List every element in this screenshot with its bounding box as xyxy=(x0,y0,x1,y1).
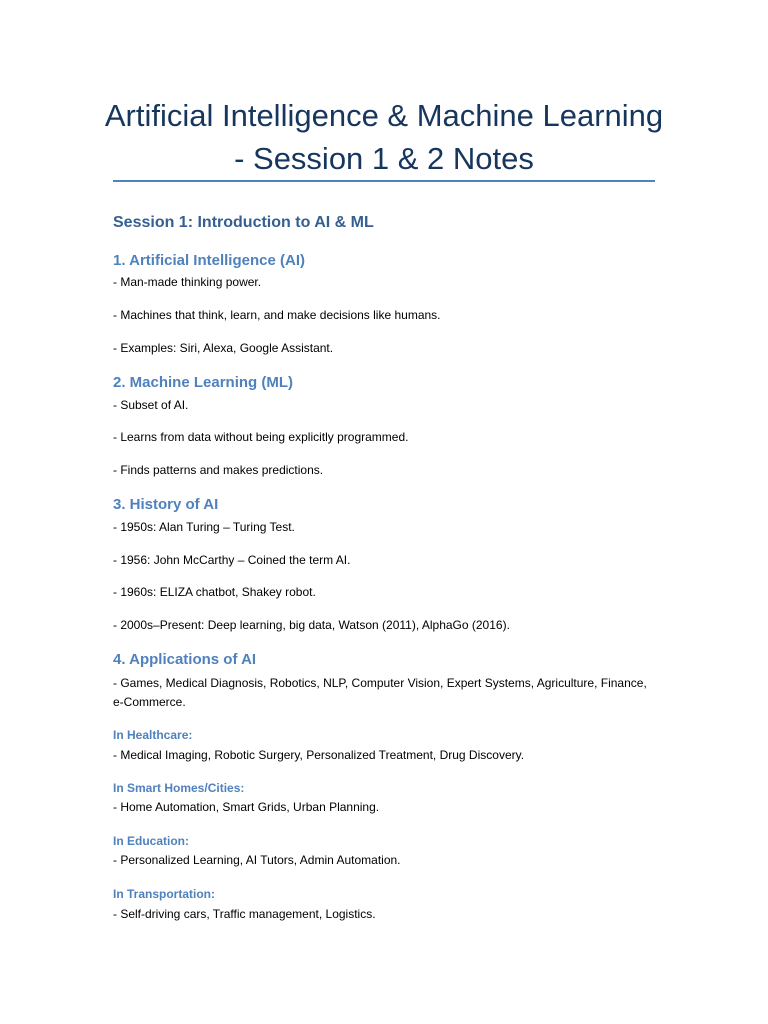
subsection-education-heading: In Education: xyxy=(113,834,189,848)
section-ml-line: - Learns from data without being explicitly programmed. xyxy=(113,430,409,444)
document-title: Artificial Intelligence & Machine Learning - Session 1 & 2 Notes xyxy=(104,98,664,176)
section-ai-heading: 1. Artificial Intelligence (AI) xyxy=(113,252,305,269)
section-history-line: - 1956: John McCarthy – Coined the term AI. xyxy=(113,553,351,567)
section-ml-line: - Finds patterns and makes predictions. xyxy=(113,463,324,477)
title-underline xyxy=(113,180,655,182)
subsection-education-line: - Personalized Learning, AI Tutors, Admin Automation. xyxy=(113,853,401,867)
subsection-healthcare-heading: In Healthcare: xyxy=(113,728,193,742)
section-history-heading: 3. History of AI xyxy=(113,496,219,513)
section-ml-line: - Subset of AI. xyxy=(113,398,189,412)
subsection-healthcare-line: - Medical Imaging, Robotic Surgery, Personalized Treatment, Drug Discovery. xyxy=(113,748,525,762)
section-ai-line: - Man-made thinking power. xyxy=(113,275,262,289)
section-ai-line: - Examples: Siri, Alexa, Google Assistant. xyxy=(113,341,334,355)
subsection-transportation-heading: In Transportation: xyxy=(113,887,215,901)
section-history-line: - 1950s: Alan Turing – Turing Test. xyxy=(113,520,295,534)
subsection-smart-homes-line: - Home Automation, Smart Grids, Urban Planning. xyxy=(113,800,380,814)
section-history-line: - 1960s: ELIZA chatbot, Shakey robot. xyxy=(113,585,316,599)
subsection-transportation-line: - Self-driving cars, Traffic management, Logistics. xyxy=(113,907,376,921)
session-1-heading: Session 1: Introduction to AI & ML xyxy=(113,214,374,231)
section-history-line: - 2000s–Present: Deep learning, big data, Watson (2011), AlphaGo (2016). xyxy=(113,618,510,632)
subsection-smart-homes-heading: In Smart Homes/Cities: xyxy=(113,781,245,795)
section-ai-line: - Machines that think, learn, and make decisions like humans. xyxy=(113,308,441,322)
section-applications-line: - Games, Medical Diagnosis, Robotics, NLP, Computer Vision, Expert Systems, Agriculture, Finance, e-Commerce. xyxy=(113,676,647,709)
section-ml-heading: 2. Machine Learning (ML) xyxy=(113,374,294,391)
section-applications-heading: 4. Applications of AI xyxy=(113,651,257,668)
